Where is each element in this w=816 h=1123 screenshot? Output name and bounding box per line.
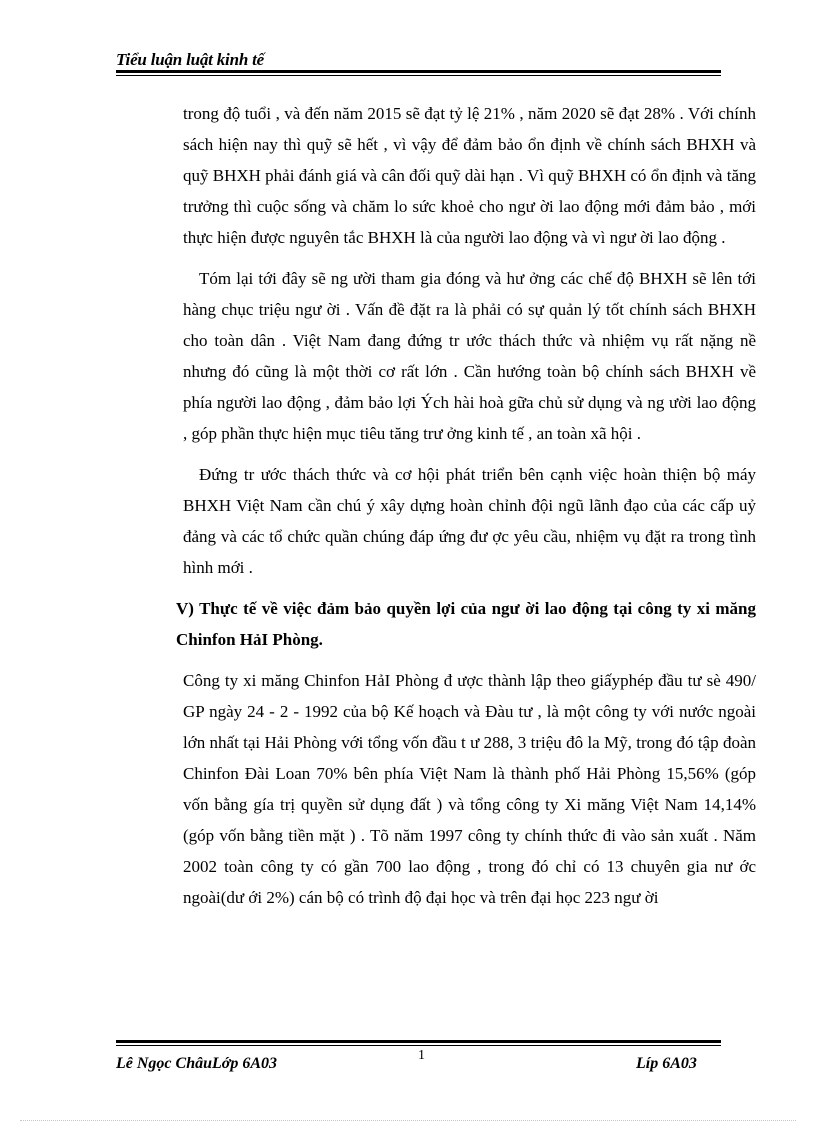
section-heading: V) Thực tế về việc đảm bảo quyền lợi của ngư ời lao động tại công ty xi măng Chinfon HảI Phòng. bbox=[176, 599, 756, 649]
document-body bbox=[176, 98, 756, 913]
paragraph-challenges: Đứng tr ước thách thức và cơ hội phát triển bên cạnh việc hoàn thiện bộ máy BHXH Việt Nam cần chú ý xây dựng hoàn chỉnh đội ngũ lãnh đạo của các cấp uỷ đảng và các tổ chức quần chúng đáp ứng đư ợc yêu cầu, nhiệm vụ đặt ra trong tình hình mới . bbox=[183, 465, 756, 577]
footer-rule-thin bbox=[116, 1045, 721, 1046]
header-rule-thin bbox=[116, 75, 721, 76]
footer-class-label: Líp 6A03 bbox=[636, 1055, 697, 1072]
header-rule-thick bbox=[116, 70, 721, 73]
page-break-dotted-line bbox=[20, 1120, 796, 1121]
footer-author: Lê Ngọc ChâuLớp 6A03 bbox=[116, 1055, 278, 1072]
paragraph-intro: trong độ tuổi , và đến năm 2015 sẽ đạt tỷ lệ 21% , năm 2020 sẽ đạt 28% . Với chính sách hiện nay thì quỹ sẽ hết , vì vậy để đảm bảo ổn định về chính sách BHXH và quỹ BHXH phải đánh giá và cân đối quỹ dài hạn . Vì quỹ BHXH có ổn định và tăng trưởng thì cuộc sống và chăm lo sức khoẻ cho ngư ời lao động mới đảm bảo , mới thực hiện được nguyên tắc BHXH là của người lao động và vì ngư ời lao động . bbox=[183, 104, 756, 247]
document-header-title: Tiểu luận luật kinh tế bbox=[116, 50, 265, 69]
footer-rule-thick bbox=[116, 1040, 721, 1043]
page-number: 1 bbox=[418, 1048, 425, 1063]
paragraph-company: Công ty xi măng Chinfon HảI Phòng đ ược thành lập theo giấyphép đầu tư sè 490/ GP ngày 24 - 2 - 1992 của bộ Kế hoạch và Đàu tư , là một công ty với nước ngoài lớn nhất tại Hải Phòng với tổng vốn đầu t ư 288, 3 triệu đô la Mỹ, trong đó tập đoàn Chinfon Đài Loan 70% bên phía Việt Nam là thành phố Hải Phòng 15,56% (góp vốn bằng gía trị quyền sử dụng đất ) và tổng công ty Xi măng Việt Nam 14,14% (góp vốn bằng tiền mặt ) . Tõ năm 1997 công ty chính thức đi vào sản xuất . Năm 2002 toàn công ty có gần 700 lao động , trong đó chỉ có 13 chuyên gia nư ớc ngoài(dư ới 2%) cán bộ có trình độ đại học và trên đại học 223 ngư ời bbox=[183, 671, 756, 907]
paragraph-summary: Tóm lại tới đây sẽ ng ười tham gia đóng và hư ởng các chế độ BHXH sẽ lên tới hàng chục triệu ngư ời . Vấn đề đặt ra là phải có sự quản lý tốt chính sách BHXH cho toàn dân . Việt Nam đang đứng tr ước thách thức và nhiệm vụ rất nặng nề nhưng đó cũng là một thời cơ rất lớn . Cần hướng toàn bộ chính sách BHXH về phía người lao động , đảm bảo lợi Ých hài hoà gữa chủ sử dụng và ng ười lao động , góp phần thực hiện mục tiêu tăng trư ởng kinh tế , an toàn xã hội . bbox=[183, 269, 756, 443]
